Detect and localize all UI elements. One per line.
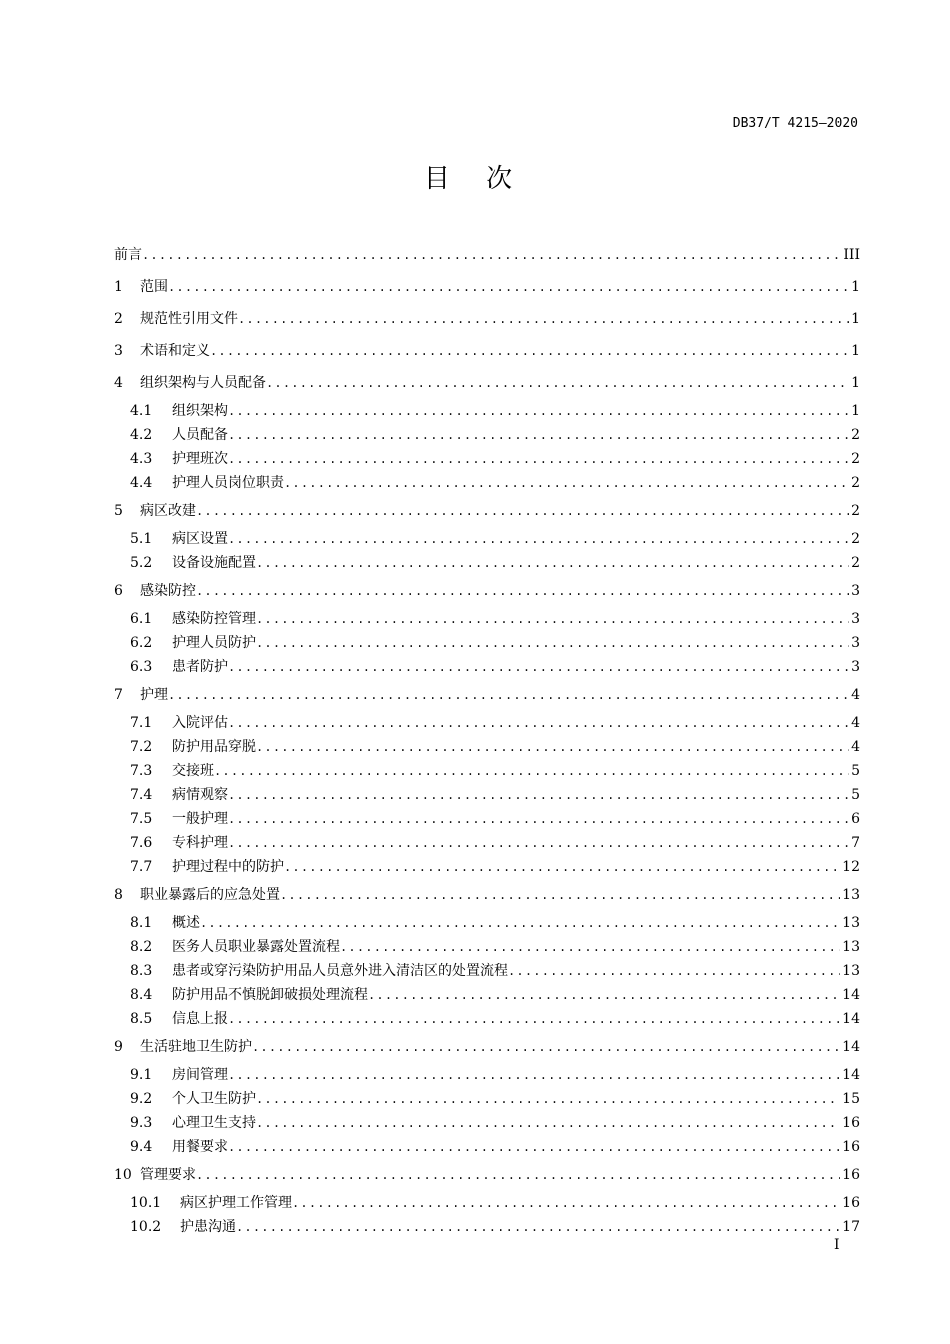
toc-entry-number: 9.1 [130, 1067, 153, 1083]
toc-entry-title: 护患沟通 [180, 1219, 236, 1235]
toc-entry-number: 8.5 [130, 1011, 153, 1027]
toc-entry-title: 医务人员职业暴露处置流程 [172, 939, 340, 955]
toc-entry-page: III [843, 247, 860, 263]
toc-entry-page: 4 [851, 715, 860, 731]
toc-dot-leader [228, 807, 849, 831]
toc-dot-leader [256, 551, 849, 575]
toc-entry-page: 2 [851, 475, 860, 491]
toc-entry[interactable] [114, 1215, 860, 1239]
toc-entry-title: 护理 [140, 687, 168, 703]
toc-entry-page: 7 [851, 835, 860, 851]
toc-dot-leader [228, 831, 849, 855]
toc-entry[interactable] [114, 527, 860, 551]
toc-entry-page: 1 [851, 279, 860, 295]
toc-entry-page: 14 [842, 1011, 860, 1027]
toc-entry-page: 1 [851, 375, 860, 391]
toc-entry-number: 4.1 [130, 403, 153, 419]
toc-dot-leader [340, 935, 840, 959]
toc-entry[interactable] [114, 807, 860, 831]
toc-entry[interactable] [114, 711, 860, 735]
toc-entry-number: 7.3 [130, 763, 153, 779]
toc-dot-leader [228, 1007, 840, 1031]
toc-entry-title: 病区改建 [140, 503, 196, 519]
toc-dot-leader [256, 735, 849, 759]
toc-entry-number: 8.1 [130, 915, 153, 931]
toc-entry-title: 人员配备 [172, 427, 228, 443]
toc-entry-number: 4.2 [130, 427, 153, 443]
toc-entry-number: 8.4 [130, 987, 153, 1003]
toc-dot-leader [256, 1111, 840, 1135]
toc-entry-title: 病区护理工作管理 [180, 1195, 292, 1211]
toc-entry-title: 一般护理 [172, 811, 228, 827]
toc-entry[interactable] [114, 399, 860, 423]
toc-entry-page: 3 [851, 635, 860, 651]
toc-entry-title: 入院评估 [172, 715, 228, 731]
toc-entry-number: 10.1 [130, 1195, 162, 1211]
toc-entry-page: 1 [851, 311, 860, 327]
toc-dot-leader [256, 1087, 840, 1111]
toc-entry-number: 7.4 [130, 787, 153, 803]
toc-entry-number: 7.7 [130, 859, 153, 875]
toc-dot-leader [284, 471, 849, 495]
toc-entry-title: 患者或穿污染防护用品人员意外进入清洁区的处置流程 [172, 963, 508, 979]
toc-entry-page: 2 [851, 555, 860, 571]
toc-entry-page: 13 [842, 963, 860, 979]
toc-entry-number: 6 [114, 583, 123, 599]
toc-entry-number: 9 [114, 1039, 123, 1055]
toc-entry-page: 3 [851, 611, 860, 627]
toc-entry-number: 5.1 [130, 531, 153, 547]
toc-entry-title: 防护用品不慎脱卸破损处理流程 [172, 987, 368, 1003]
toc-entry-page: 13 [842, 939, 860, 955]
toc-entry-number: 4.3 [130, 451, 153, 467]
toc-entry[interactable] [114, 1063, 860, 1087]
toc-entry[interactable] [114, 275, 860, 299]
toc-entry[interactable] [114, 883, 860, 907]
toc-entry[interactable] [114, 935, 860, 959]
toc-entry[interactable] [114, 607, 860, 631]
toc-entry[interactable] [114, 855, 860, 879]
toc-entry-page: 5 [851, 787, 860, 803]
toc-entry-page: 1 [851, 403, 860, 419]
toc-entry[interactable] [114, 911, 860, 935]
toc-entry-title: 组织架构与人员配备 [140, 375, 266, 391]
toc-dot-leader [368, 983, 840, 1007]
toc-dot-leader [228, 423, 849, 447]
toc-entry-number: 6.3 [130, 659, 153, 675]
toc-entry[interactable] [114, 1035, 860, 1059]
toc-entry-number: 7.6 [130, 835, 153, 851]
toc-entry-number: 3 [114, 343, 123, 359]
toc-entry-number: 2 [114, 311, 123, 327]
toc-entry-title: 护理人员岗位职责 [172, 475, 284, 491]
toc-entry[interactable] [114, 1191, 860, 1215]
toc-dot-leader [196, 579, 849, 603]
toc-entry-title: 信息上报 [172, 1011, 228, 1027]
toc-entry-page: 14 [842, 1039, 860, 1055]
toc-entry[interactable] [114, 551, 860, 575]
toc-entry-title: 规范性引用文件 [140, 311, 238, 327]
toc-entry-number: 8.2 [130, 939, 153, 955]
toc-dot-leader [200, 911, 840, 935]
toc-dot-leader [238, 307, 849, 331]
toc-entry-number: 8.3 [130, 963, 153, 979]
toc-entry-title: 管理要求 [140, 1167, 196, 1183]
toc-entry-page: 16 [842, 1195, 860, 1211]
toc-entry-title: 护理过程中的防护 [172, 859, 284, 875]
toc-entry-page: 2 [851, 451, 860, 467]
toc-entry-title: 用餐要求 [172, 1139, 228, 1155]
toc-entry-page: 2 [851, 503, 860, 519]
toc-entry-number: 5.2 [130, 555, 153, 571]
table-of-contents [114, 243, 860, 1239]
toc-entry-page: 16 [842, 1167, 860, 1183]
toc-dot-leader [228, 1135, 840, 1159]
page-title: 目 次 [423, 164, 527, 194]
toc-entry-number: 4 [114, 375, 123, 391]
toc-entry-page: 17 [842, 1219, 860, 1235]
toc-entry-page: 1 [851, 343, 860, 359]
toc-entry[interactable] [114, 735, 860, 759]
toc-entry-title: 房间管理 [172, 1067, 228, 1083]
toc-entry[interactable] [114, 759, 860, 783]
page-number: I [834, 1237, 840, 1253]
toc-entry[interactable] [114, 499, 860, 523]
toc-dot-leader [228, 711, 849, 735]
document-code: DB37/T 4215—2020 [732, 116, 858, 131]
toc-entry[interactable] [114, 783, 860, 807]
toc-entry[interactable] [114, 339, 860, 363]
toc-entry-page: 13 [842, 915, 860, 931]
toc-entry-number: 8 [114, 887, 123, 903]
toc-entry[interactable] [114, 983, 860, 1007]
toc-dot-leader [256, 631, 849, 655]
toc-dot-leader [228, 783, 849, 807]
toc-entry-number: 7.5 [130, 811, 153, 827]
toc-dot-leader [266, 371, 849, 395]
toc-entry[interactable] [114, 683, 860, 707]
toc-entry-page: 3 [851, 583, 860, 599]
toc-entry[interactable] [114, 655, 860, 679]
toc-entry-title: 专科护理 [172, 835, 228, 851]
toc-entry-number: 7.2 [130, 739, 153, 755]
toc-entry-title: 前言 [114, 247, 142, 263]
toc-dot-leader [228, 655, 849, 679]
toc-entry[interactable] [114, 243, 860, 267]
toc-entry-page: 14 [842, 987, 860, 1003]
toc-dot-leader [252, 1035, 840, 1059]
toc-entry-number: 10 [114, 1167, 132, 1183]
toc-dot-leader [196, 1163, 840, 1187]
toc-entry-number: 4.4 [130, 475, 153, 491]
toc-entry[interactable] [114, 371, 860, 395]
toc-entry-title: 护理班次 [172, 451, 228, 467]
toc-entry[interactable] [114, 631, 860, 655]
toc-entry[interactable] [114, 959, 860, 983]
toc-entry-number: 9.4 [130, 1139, 153, 1155]
toc-entry-page: 16 [842, 1115, 860, 1131]
toc-entry[interactable] [114, 1111, 860, 1135]
toc-entry-title: 概述 [172, 915, 200, 931]
toc-entry[interactable] [114, 471, 860, 495]
toc-dot-leader [168, 683, 849, 707]
toc-entry-page: 3 [851, 659, 860, 675]
toc-entry-page: 15 [842, 1091, 860, 1107]
toc-dot-leader [168, 275, 849, 299]
toc-entry-number: 5 [114, 503, 123, 519]
toc-entry-title: 感染防控管理 [172, 611, 256, 627]
toc-entry-title: 心理卫生支持 [172, 1115, 256, 1131]
toc-dot-leader [228, 399, 849, 423]
toc-dot-leader [210, 339, 849, 363]
toc-entry-title: 设备设施配置 [172, 555, 256, 571]
toc-entry-number: 6.2 [130, 635, 153, 651]
toc-dot-leader [228, 447, 849, 471]
toc-entry-page: 2 [851, 531, 860, 547]
toc-entry-title: 病区设置 [172, 531, 228, 547]
toc-entry-title: 防护用品穿脱 [172, 739, 256, 755]
toc-entry-title: 个人卫生防护 [172, 1091, 256, 1107]
toc-dot-leader [228, 1063, 840, 1087]
toc-entry[interactable] [114, 1135, 860, 1159]
toc-entry-title: 生活驻地卫生防护 [140, 1039, 252, 1055]
toc-entry[interactable] [114, 447, 860, 471]
toc-entry-number: 7 [114, 687, 123, 703]
toc-entry-page: 4 [851, 687, 860, 703]
toc-dot-leader [236, 1215, 840, 1239]
toc-entry-title: 组织架构 [172, 403, 228, 419]
toc-dot-leader [196, 499, 849, 523]
toc-dot-leader [256, 607, 849, 631]
toc-entry[interactable] [114, 1007, 860, 1031]
toc-entry-number: 10.2 [130, 1219, 162, 1235]
toc-entry-number: 9.3 [130, 1115, 153, 1131]
toc-entry[interactable] [114, 1163, 860, 1187]
toc-entry-page: 14 [842, 1067, 860, 1083]
toc-entry-page: 5 [851, 763, 860, 779]
toc-entry-title: 感染防控 [140, 583, 196, 599]
toc-entry-page: 2 [851, 427, 860, 443]
toc-entry[interactable] [114, 831, 860, 855]
toc-dot-leader [214, 759, 849, 783]
toc-entry-title: 术语和定义 [140, 343, 210, 359]
toc-entry[interactable] [114, 423, 860, 447]
toc-entry-number: 9.2 [130, 1091, 153, 1107]
toc-entry-page: 16 [842, 1139, 860, 1155]
toc-entry[interactable] [114, 579, 860, 603]
toc-entry-number: 1 [114, 279, 123, 295]
toc-entry[interactable] [114, 1087, 860, 1111]
toc-entry-page: 6 [851, 811, 860, 827]
toc-entry-number: 7.1 [130, 715, 153, 731]
toc-entry-title: 护理人员防护 [172, 635, 256, 651]
toc-entry-page: 4 [851, 739, 860, 755]
toc-dot-leader [228, 527, 849, 551]
toc-entry-page: 12 [842, 859, 860, 875]
toc-entry-title: 患者防护 [172, 659, 228, 675]
toc-dot-leader [292, 1191, 840, 1215]
toc-entry-number: 6.1 [130, 611, 153, 627]
toc-dot-leader [284, 855, 840, 879]
toc-dot-leader [280, 883, 840, 907]
toc-entry-title: 病情观察 [172, 787, 228, 803]
toc-dot-leader [508, 959, 840, 983]
toc-entry[interactable] [114, 307, 860, 331]
toc-entry-title: 交接班 [172, 763, 214, 779]
toc-entry-page: 13 [842, 887, 860, 903]
toc-entry-title: 职业暴露后的应急处置 [140, 887, 280, 903]
toc-entry-title: 范围 [140, 279, 168, 295]
toc-dot-leader [142, 243, 841, 267]
